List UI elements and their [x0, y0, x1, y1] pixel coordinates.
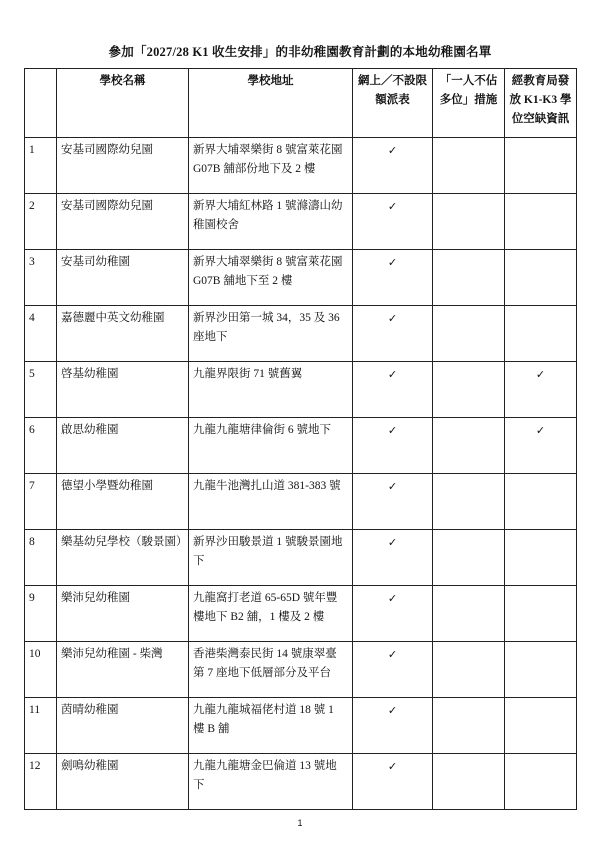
online-form-check-cell	[353, 194, 433, 250]
check-icon: ✓	[387, 760, 398, 773]
table-row	[25, 474, 577, 530]
table-row	[25, 586, 577, 642]
online-form-check-cell	[353, 586, 433, 642]
online-form-check-cell	[353, 138, 433, 194]
school-address: 新界沙田駿景道 1 號駿景園地下	[189, 530, 353, 586]
vacancy-info-check-cell	[505, 138, 577, 194]
online-form-check-cell	[353, 754, 433, 810]
row-number: 5	[25, 362, 57, 418]
row-number: 11	[25, 698, 57, 754]
school-address: 九龍九龍城福佬村道 18 號 1 樓 B 舖	[189, 698, 353, 754]
header-one-place: 「一人不佔多位」措施	[433, 69, 505, 138]
one-place-check-cell	[433, 306, 505, 362]
school-address: 九龍窩打老道 65-65D 號年豐樓地下 B2 舖，1 樓及 2 樓	[189, 586, 353, 642]
table-row	[25, 698, 577, 754]
online-form-check-cell	[353, 530, 433, 586]
vacancy-info-check-cell	[505, 530, 577, 586]
vacancy-info-check-cell	[505, 306, 577, 362]
table-header-row	[25, 69, 577, 138]
check-icon: ✓	[387, 592, 398, 605]
table-row	[25, 642, 577, 698]
table-row	[25, 306, 577, 362]
vacancy-info-check-cell	[505, 418, 577, 474]
document-title: 參加「2027/28 K1 收生安排」的非幼稚園教育計劃的本地幼稚園名單	[108, 45, 492, 59]
school-address: 新界大埔翠樂街 8 號富萊花園 G07B 舖地下至 2 樓	[189, 250, 353, 306]
school-name: 安基司幼稚園	[57, 250, 189, 306]
header-no	[25, 69, 57, 138]
school-name: 嘉德麗中英文幼稚園	[57, 306, 189, 362]
one-place-check-cell	[433, 530, 505, 586]
vacancy-info-check-cell	[505, 250, 577, 306]
check-icon: ✓	[387, 368, 398, 381]
school-address: 九龍九龍塘金巴倫道 13 號地下	[189, 754, 353, 810]
row-number: 8	[25, 530, 57, 586]
vacancy-info-check-cell	[505, 586, 577, 642]
one-place-check-cell	[433, 642, 505, 698]
check-icon: ✓	[387, 648, 398, 661]
kindergarten-table	[24, 68, 577, 810]
one-place-check-cell	[433, 362, 505, 418]
page-number: 1	[297, 818, 303, 828]
online-form-check-cell	[353, 642, 433, 698]
school-name: 茵晴幼稚園	[57, 698, 189, 754]
online-form-check-cell	[353, 250, 433, 306]
header-vacancy-info: 經教育局發放 K1-K3 學位空缺資訊	[505, 69, 577, 138]
school-address: 九龍牛池灣扎山道 381-383 號	[189, 474, 353, 530]
check-icon: ✓	[387, 424, 398, 437]
one-place-check-cell	[433, 418, 505, 474]
one-place-check-cell	[433, 194, 505, 250]
header-school-address: 學校地址	[189, 69, 353, 138]
one-place-check-cell	[433, 138, 505, 194]
check-icon: ✓	[387, 200, 398, 213]
school-name: 啟思幼稚園	[57, 418, 189, 474]
online-form-check-cell	[353, 418, 433, 474]
online-form-check-cell	[353, 698, 433, 754]
one-place-check-cell	[433, 754, 505, 810]
table-row	[25, 754, 577, 810]
row-number: 9	[25, 586, 57, 642]
school-address: 新界大埔翠樂街 8 號富萊花園 G07B 舖部份地下及 2 樓	[189, 138, 353, 194]
check-icon: ✓	[387, 312, 398, 325]
table-row	[25, 418, 577, 474]
row-number: 3	[25, 250, 57, 306]
row-number: 12	[25, 754, 57, 810]
one-place-check-cell	[433, 698, 505, 754]
one-place-check-cell	[433, 474, 505, 530]
school-name: 德望小學暨幼稚園	[57, 474, 189, 530]
online-form-check-cell	[353, 474, 433, 530]
school-address: 九龍界限街 71 號舊翼	[189, 362, 353, 418]
school-name: 啓基幼稚園	[57, 362, 189, 418]
check-icon: ✓	[535, 424, 546, 437]
table-row	[25, 194, 577, 250]
header-online-form: 網上／不設限額派表	[353, 69, 433, 138]
vacancy-info-check-cell	[505, 362, 577, 418]
one-place-check-cell	[433, 586, 505, 642]
school-name: 劍鳴幼稚園	[57, 754, 189, 810]
check-icon: ✓	[535, 368, 546, 381]
check-icon: ✓	[387, 144, 398, 157]
header-school-name: 學校名稱	[57, 69, 189, 138]
school-address: 新界大埔紅林路 1 號滌濤山幼稚園校舍	[189, 194, 353, 250]
vacancy-info-check-cell	[505, 754, 577, 810]
row-number: 1	[25, 138, 57, 194]
table-row	[25, 530, 577, 586]
row-number: 4	[25, 306, 57, 362]
online-form-check-cell	[353, 362, 433, 418]
row-number: 6	[25, 418, 57, 474]
school-name: 安基司國際幼兒園	[57, 138, 189, 194]
check-icon: ✓	[387, 704, 398, 717]
table-row	[25, 250, 577, 306]
table-row	[25, 138, 577, 194]
vacancy-info-check-cell	[505, 194, 577, 250]
row-number: 2	[25, 194, 57, 250]
vacancy-info-check-cell	[505, 698, 577, 754]
check-icon: ✓	[387, 480, 398, 493]
row-number: 7	[25, 474, 57, 530]
check-icon: ✓	[387, 536, 398, 549]
check-icon: ✓	[387, 256, 398, 269]
school-name: 安基司國際幼兒園	[57, 194, 189, 250]
school-name: 樂基幼兒學校（駿景園）	[57, 530, 189, 586]
school-name: 樂沛兒幼稚園	[57, 586, 189, 642]
one-place-check-cell	[433, 250, 505, 306]
online-form-check-cell	[353, 306, 433, 362]
school-address: 新界沙田第一城 34，35 及 36 座地下	[189, 306, 353, 362]
table-row	[25, 362, 577, 418]
row-number: 10	[25, 642, 57, 698]
school-address: 香港柴灣泰民街 14 號康翠臺第 7 座地下低層部分及平台	[189, 642, 353, 698]
vacancy-info-check-cell	[505, 474, 577, 530]
school-address: 九龍九龍塘律倫街 6 號地下	[189, 418, 353, 474]
vacancy-info-check-cell	[505, 642, 577, 698]
school-name: 樂沛兒幼稚園 - 柴灣	[57, 642, 189, 698]
